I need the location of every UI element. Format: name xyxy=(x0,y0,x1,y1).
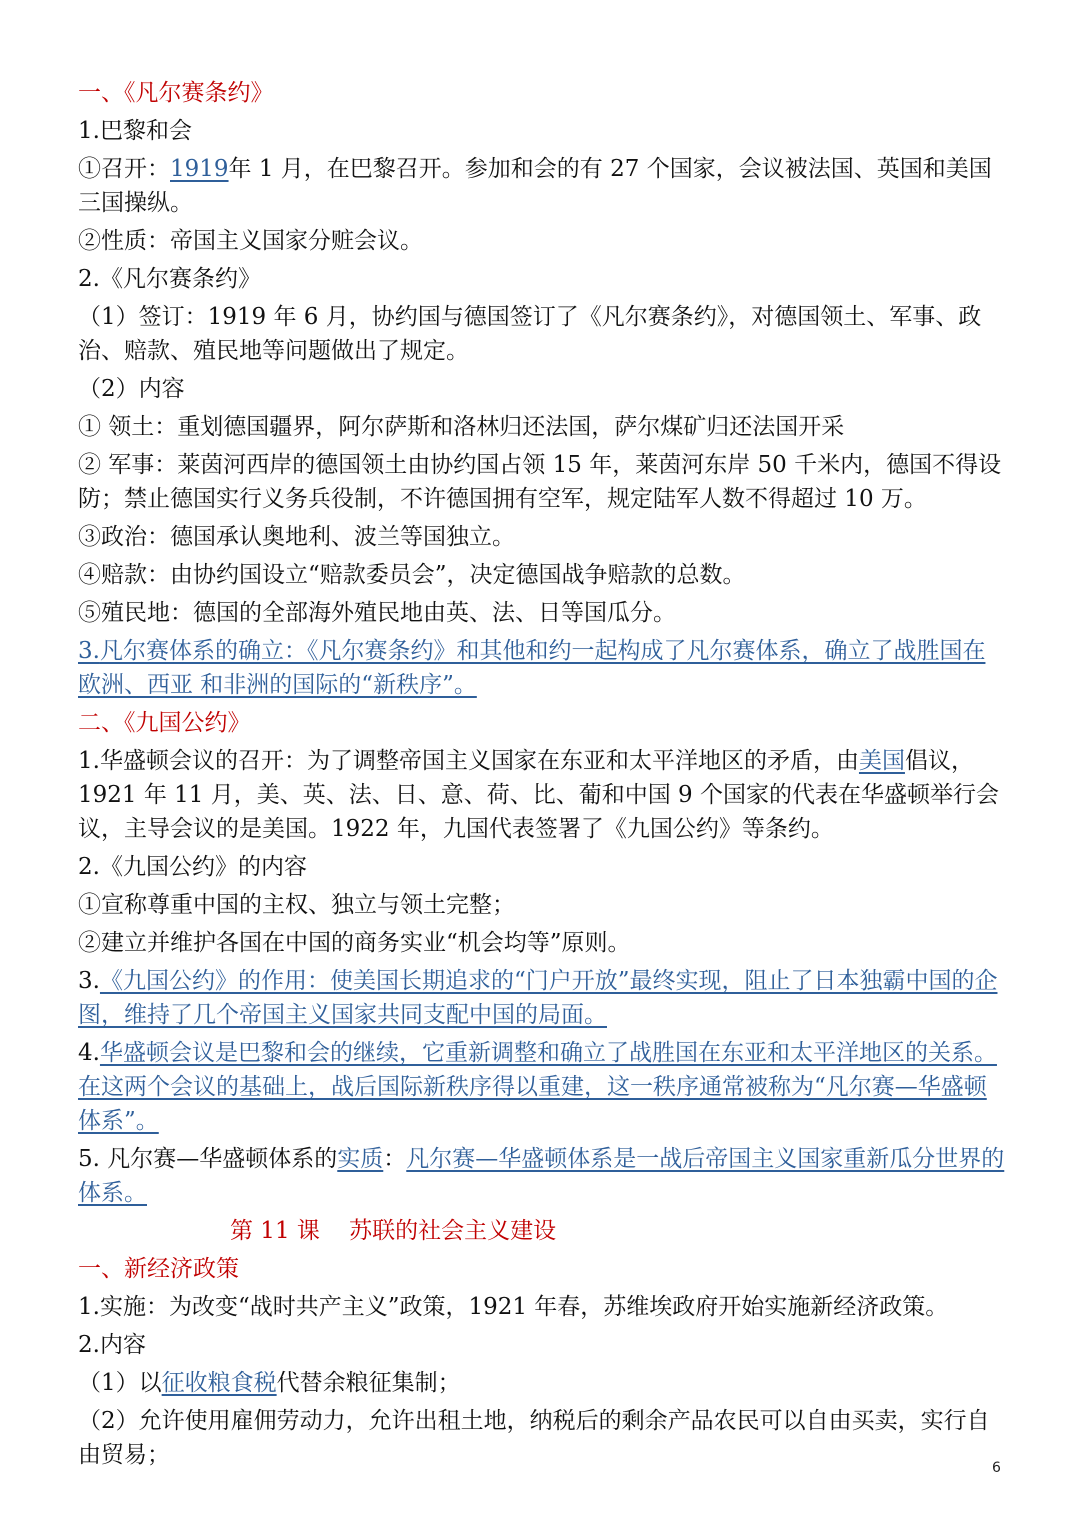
subheading-nep-content: 2.内容 xyxy=(78,1332,146,1358)
washington-conference-a: 1.华盛顿会议的召开：为了调整帝国主义国家在东亚和太平洋地区的矛盾，由 xyxy=(78,748,859,774)
paragraph-signing: （1）签订：1919 年 6 月，协约国与德国签订了《凡尔赛条约》，对德国领土、军事、政治、赔款、殖民地等问题做出了规定。 xyxy=(78,304,982,364)
continuation-num: 4. xyxy=(78,1040,100,1066)
nine-power-item-2: ②建立并维护各国在中国的商务实业“机会均等”原则。 xyxy=(78,930,631,956)
paragraph-continuation xyxy=(78,1036,1008,1138)
convene-rest: 年 1 月，在巴黎召开。参加和会的有 27 个国家，会议被法国、英国和美国三国操纵。 xyxy=(78,156,992,216)
nep-item-1-b: 代替余粮征集制； xyxy=(276,1370,461,1396)
section-heading-nep: 一、新经济政策 xyxy=(78,1256,239,1282)
versailles-system-num: 3. xyxy=(78,638,100,664)
paragraph-essence xyxy=(78,1142,1008,1210)
subheading-nine-power-content: 2.《九国公约》的内容 xyxy=(78,854,307,880)
content-item-politics: ③政治：德国承认奥地利、波兰等国独立。 xyxy=(78,524,515,550)
section-heading-versailles: 一、《凡尔赛条约》 xyxy=(78,80,274,106)
nine-power-effect-num: 3. xyxy=(78,968,100,994)
usa-highlight: 美国 xyxy=(858,748,905,774)
page-number: 6 xyxy=(992,1460,1001,1476)
nep-item-2: （2）允许使用雇佣劳动力，允许出租土地，纳税后的剩余产品农民可以自由买卖，实行自由贸易； xyxy=(78,1408,990,1468)
nep-item-1-a: （1）以 xyxy=(78,1370,162,1396)
lesson-title: 第 11 课 苏联的社会主义建设 xyxy=(230,1218,557,1244)
content-item-colonies: ⑤殖民地：德国的全部海外殖民地由英、法、日等国瓜分。 xyxy=(78,600,676,626)
section-heading-nine-power: 二、《九国公约》 xyxy=(78,710,251,736)
paragraph-nature: ②性质：帝国主义国家分赃会议。 xyxy=(78,228,423,254)
essence-text-highlight: 凡尔赛—华盛顿体系是一战后帝国主义国家重新瓜分世界的体系。 xyxy=(78,1146,1005,1206)
versailles-system-text: 凡尔赛体系的确立：《凡尔赛条约》和其他和约一起构成了凡尔赛体系，确立了战胜国在欧洲、西亚 和非洲的国际的“新秩序”。 xyxy=(78,638,986,698)
grain-tax-highlight: 征收粮食税 xyxy=(161,1370,277,1396)
essence-colon: ： xyxy=(383,1146,407,1172)
essence-label-highlight: 实质 xyxy=(337,1146,384,1172)
convene-label: ①召开： xyxy=(78,156,170,182)
paragraph-convene xyxy=(78,152,1008,220)
nine-power-effect-text: 《九国公约》的作用：使美国长期追求的“门户开放”最终实现，阻止了日本独霸中国的企图，维持了几个帝国主义国家共同支配中国的局面。 xyxy=(78,968,998,1028)
subheading-paris-conference: 1.巴黎和会 xyxy=(78,118,192,144)
convene-year-highlight: 1919 xyxy=(170,156,229,182)
washington-conference-b: 倡议，1921 年 11 月，美、英、法、日、意、荷、比、葡和中国 9 个国家的代表在华盛顿举行会议，主导会议的是美国。1922 年，九国代表签署了《九国公约》等条约。 xyxy=(78,748,999,842)
paragraph-washington-conference xyxy=(78,744,1008,846)
document-page xyxy=(78,76,1008,1476)
nine-power-item-1: ①宣称尊重中国的主权、独立与领土完整； xyxy=(78,892,515,918)
paragraph-nep-implementation: 1.实施：为改变“战时共产主义”政策，1921 年春，苏维埃政府开始实施新经济政策。 xyxy=(78,1294,949,1320)
nep-item-1 xyxy=(78,1366,1008,1400)
content-item-territory: ① 领土：重划德国疆界，阿尔萨斯和洛林归还法国，萨尔煤矿归还法国开采 xyxy=(78,414,845,440)
subheading-content: （2）内容 xyxy=(78,376,185,402)
content-item-reparations: ④赔款：由协约国设立“赔款委员会”，决定德国战争赔款的总数。 xyxy=(78,562,746,588)
subheading-versailles-treaty: 2.《凡尔赛条约》 xyxy=(78,266,261,292)
continuation-text: 华盛顿会议是巴黎和会的继续，它重新调整和确立了战胜国在东亚和太平洋地区的关系。在这两个会议的基础上，战后国际新秩序得以重建，这一秩序通常被称为“凡尔赛—华盛顿体系”。 xyxy=(78,1040,997,1134)
essence-a: 5. 凡尔赛—华盛顿体系的 xyxy=(78,1146,338,1172)
paragraph-nine-power-effect xyxy=(78,964,1008,1032)
content-item-military: ② 军事：莱茵河西岸的德国领土由协约国占领 15 年，莱茵河东岸 50 千米内，德国不得设防；禁止德国实行义务兵役制，不许德国拥有空军，规定陆军人数不得超过 10 万。 xyxy=(78,452,1002,512)
paragraph-versailles-system xyxy=(78,634,1008,702)
